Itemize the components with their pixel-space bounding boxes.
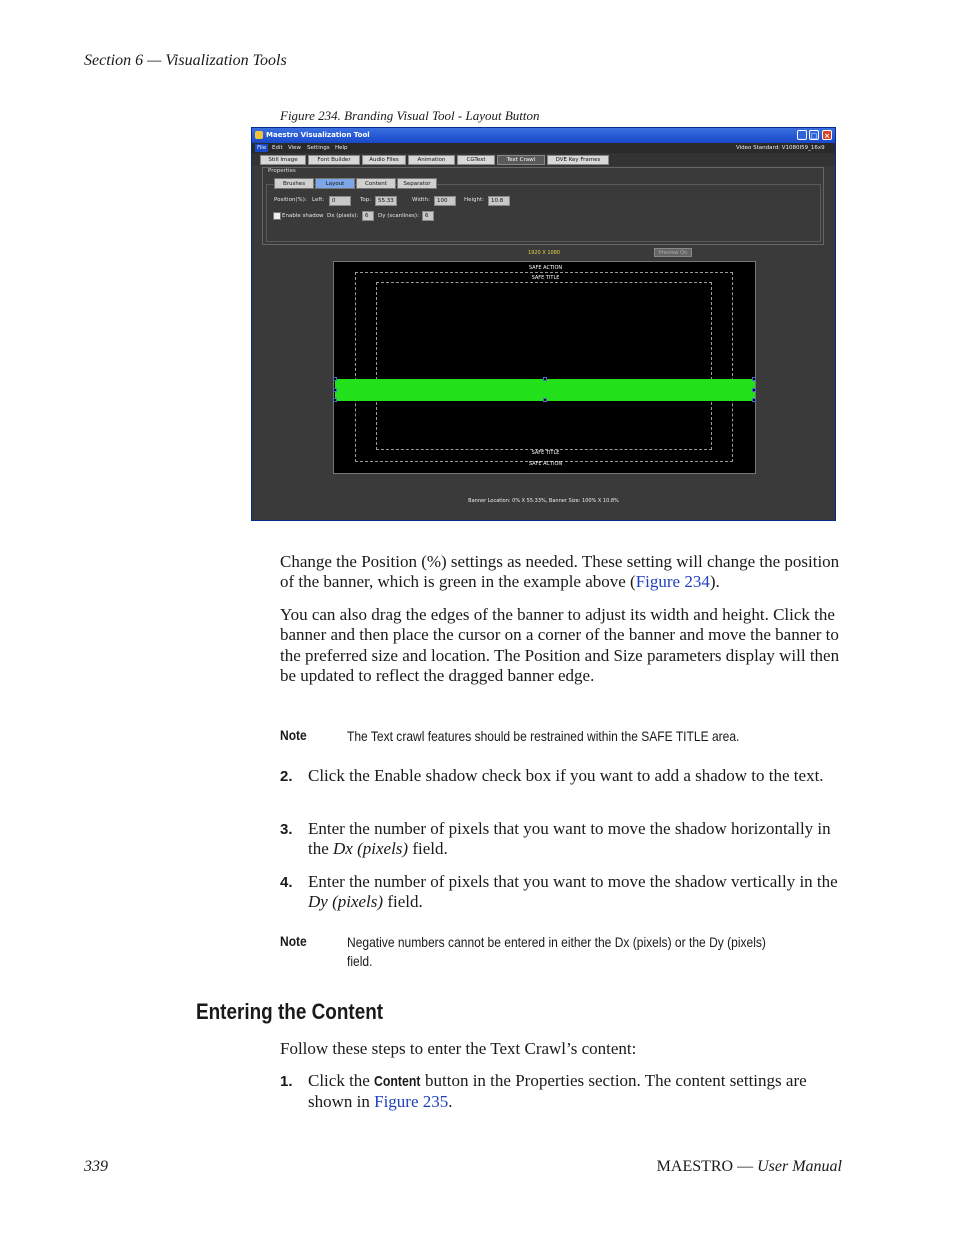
tab-still-image[interactable]: Still Image	[260, 155, 306, 165]
safe-title-label-bottom: SAFE TITLE	[531, 450, 560, 456]
dy-label: Dy (scanlines):	[378, 213, 419, 219]
paragraph-position	[280, 552, 842, 593]
content-button-ref: Content	[374, 1073, 421, 1090]
tab-font-builder[interactable]: Font Builder	[308, 155, 360, 165]
footer-sep: —	[733, 1158, 758, 1175]
resize-handle-br[interactable]	[752, 398, 756, 402]
dx-input[interactable]: 6	[362, 211, 374, 221]
step-1-number: 1.	[280, 1073, 293, 1090]
window-title: Maestro Visualization Tool	[266, 131, 370, 139]
height-label: Height:	[464, 197, 485, 203]
video-standard: Video Standard: V1080I59_16x9	[736, 145, 825, 151]
tab-text-crawl[interactable]: Text Crawl	[497, 155, 545, 165]
width-label: Width:	[412, 197, 430, 203]
intro-paragraph: Follow these steps to enter the Text Crawl’s content:	[280, 1039, 637, 1058]
dx-label: Dx (pixels):	[327, 213, 359, 219]
tab-animation[interactable]: Animation	[408, 155, 455, 165]
step-3-a: Enter the number of pixels that you want to move the shadow horizontally in the	[308, 819, 831, 859]
resize-handle-bl[interactable]	[333, 398, 337, 402]
p1-text: Change the Position (%) settings as needed. These setting will change the position of the banner, which is green in the example above (	[280, 552, 840, 592]
step-1-b: button in the Properties section. The content settings are shown in	[308, 1071, 807, 1112]
footer-manual: User Manual	[757, 1158, 842, 1175]
left-label: Left:	[312, 197, 325, 203]
figure-caption: Figure 234. Branding Visual Tool - Layout Button	[280, 108, 540, 123]
page-number: 339	[84, 1158, 108, 1175]
height-input[interactable]: 10.8	[488, 196, 510, 206]
paragraph-drag: You can also drag the edges of the banner to adjust its width and height. Click the banner and then place the cursor on a corner of the banner and move the banner to the preferred size and location. The Position and Size parameters display will then be updated to reflect the dragged banner edge.	[280, 605, 840, 686]
note-text-2: Negative numbers cannot be entered in either the Dx (pixels) or the Dy (pixels) field.	[347, 934, 766, 969]
width-input[interactable]: 100	[434, 196, 456, 206]
menu-file[interactable]: File	[257, 145, 267, 151]
preview-button[interactable]: Preview On	[654, 248, 692, 257]
figure-234-link[interactable]: Figure 234	[635, 572, 710, 592]
safe-action-label-top: SAFE ACTION	[528, 265, 563, 271]
step-2-text: Click the Enable shadow check box if you want to add a shadow to the text.	[308, 766, 824, 785]
running-header: Section 6 — Visualization Tools	[84, 52, 287, 69]
step-3-b: field.	[408, 839, 448, 859]
step-4-text	[308, 872, 842, 913]
enable-shadow-checkbox[interactable]	[273, 212, 281, 220]
content-button[interactable]: Content	[356, 178, 396, 189]
top-input[interactable]: 55.33	[375, 196, 397, 206]
enable-shadow-label: Enable shadow	[282, 213, 324, 219]
p1-end: ).	[709, 572, 720, 592]
step-2-number: 2.	[280, 768, 293, 785]
section-heading: Entering the Content	[196, 999, 384, 1024]
maximize-icon[interactable]: □	[810, 132, 818, 140]
resize-handle-mr[interactable]	[752, 388, 756, 392]
step-1-c: .	[448, 1092, 453, 1112]
app-screenshot	[251, 127, 836, 521]
footer-product: MAESTRO	[656, 1158, 734, 1175]
step-3-number: 3.	[280, 821, 293, 838]
resolution-label: 1920 X 1080	[528, 250, 561, 256]
brushes-button[interactable]: Brushes	[274, 178, 314, 189]
position-label: Position(%):	[274, 197, 307, 203]
step-3-text	[308, 819, 842, 860]
tab-audio-files[interactable]: Audio Files	[362, 155, 406, 165]
note-label-1: Note	[280, 727, 307, 743]
step-1-a: Click the	[308, 1071, 375, 1090]
app-icon	[255, 131, 263, 139]
figure-235-link[interactable]: Figure 235	[374, 1092, 449, 1112]
menu-view[interactable]: View	[288, 145, 302, 151]
tab-cgtext[interactable]: CGText	[457, 155, 495, 165]
window-titlebar	[252, 128, 835, 143]
safe-title-label-top: SAFE TITLE	[531, 275, 560, 281]
separator-button[interactable]: Separator	[397, 178, 437, 189]
properties-label: Properties	[268, 168, 296, 174]
resize-handle-tr[interactable]	[752, 377, 756, 381]
resize-handle-ml[interactable]	[333, 388, 337, 392]
safe-action-label-bottom: SAFE ACTION	[528, 461, 563, 467]
resize-handle-tc[interactable]	[543, 377, 547, 381]
safe-title-area	[376, 282, 712, 450]
step-4-b: field.	[383, 892, 423, 912]
menu-edit[interactable]: Edit	[272, 145, 283, 151]
note-text-1: The Text crawl features should be restrained within the SAFE TITLE area.	[347, 728, 740, 744]
note-label-2: Note	[280, 933, 307, 949]
tab-dve-key-frames[interactable]: DVE Key Frames	[547, 155, 609, 165]
dy-input[interactable]: 6	[422, 211, 434, 221]
resize-handle-tl[interactable]	[333, 377, 337, 381]
preview-canvas[interactable]	[333, 261, 756, 474]
menu-settings[interactable]: Settings	[307, 145, 330, 151]
step-4-a: Enter the number of pixels that you want to move the shadow vertically in the	[308, 872, 838, 891]
step-3-em: Dx (pixels)	[333, 839, 409, 859]
menu-help[interactable]: Help	[335, 145, 348, 151]
resize-handle-bc[interactable]	[543, 398, 547, 402]
step-4-number: 4.	[280, 874, 293, 891]
close-icon[interactable]: ×	[822, 130, 832, 140]
layout-button[interactable]: Layout	[315, 178, 355, 189]
top-label: Top:	[360, 197, 372, 203]
banner-status: Banner Location: 0% X 55.33%, Banner Size: 100% X 10.8%	[468, 498, 619, 504]
step-4-em: Dy (pixels)	[308, 892, 384, 912]
step-1-text	[308, 1071, 842, 1113]
minimize-icon[interactable]: _	[797, 130, 807, 140]
menu-bar	[252, 143, 835, 153]
footer-title	[657, 1158, 842, 1176]
tab-bar	[252, 153, 835, 166]
left-input[interactable]: 0	[329, 196, 351, 206]
